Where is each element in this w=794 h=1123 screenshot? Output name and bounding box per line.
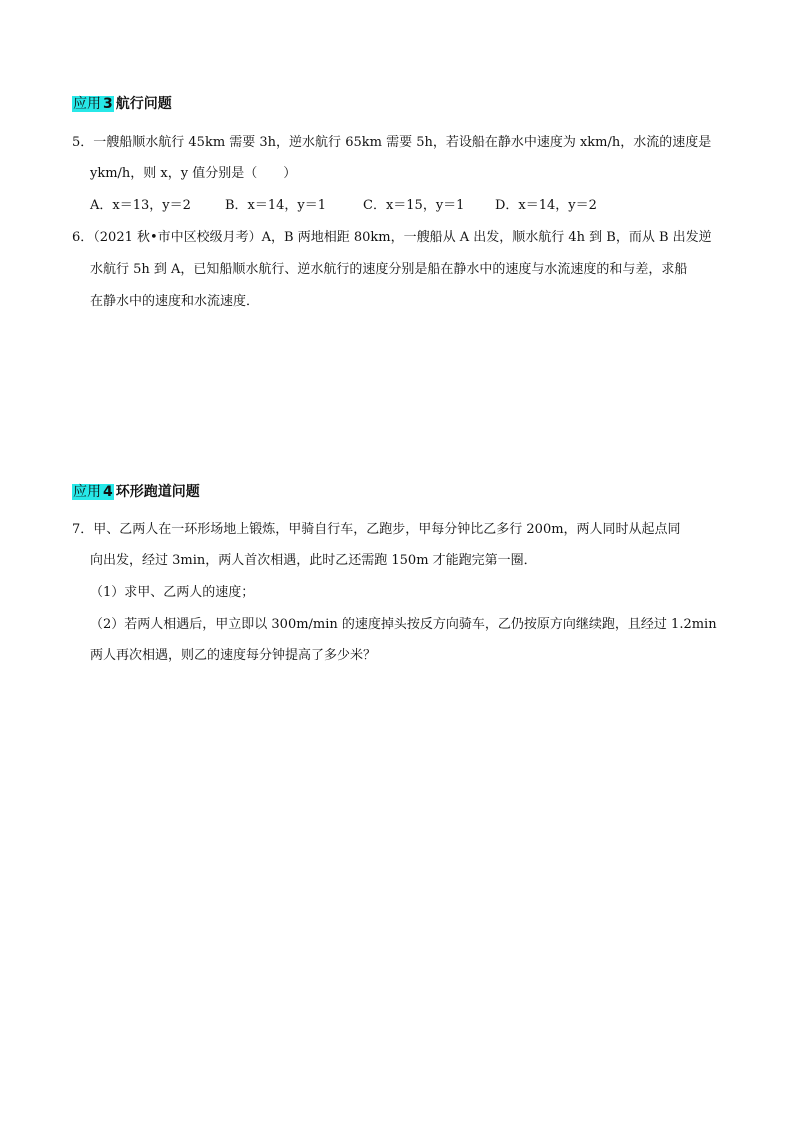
section-tag: 应用 — [73, 484, 101, 500]
section-title: 环形跑道问题 — [115, 484, 200, 500]
question-6-line-3: 在静水中的速度和水流速度． — [90, 294, 260, 309]
question-5-choices — [90, 196, 597, 216]
choice-d: D．x＝14，y＝2 — [495, 198, 597, 213]
question-7-part-2-line-2: 两人再次相遇，则乙的速度每分钟提高了多少米？ — [90, 648, 377, 663]
question-7-line-1: 7．甲、乙两人在一环形场地上锻炼，甲骑自行车，乙跑步，甲每分钟比乙多行 200m，两人同时从起点同 — [72, 522, 681, 537]
section-title: 航行问题 — [115, 96, 172, 112]
section-heading-4 — [72, 482, 200, 502]
question-6-line-2: 水航行 5h 到 A，已知船顺水航行、逆水航行的速度分别是船在静水中的速度与水流速度的和与差，求船 — [90, 262, 688, 277]
choice-c: C．x＝15，y＝1 — [363, 198, 465, 213]
question-5-line-1: 5．一艘船顺水航行 45km 需要 3h，逆水航行 65km 需要 5h，若设船在静水中速度为 xkm/h，水流的速度是 — [72, 135, 712, 150]
section-number: 4 — [103, 484, 113, 500]
question-7-part-2-line-1: （2）若两人相遇后，甲立即以 300m/min 的速度掉头按反方向骑车，乙仍按原方向继续跑，且经过 1.2min — [90, 617, 717, 632]
question-5-line-2: ykm/h，则 x，y 值分别是（ ） — [90, 166, 297, 181]
question-6-line-1: 6．（2021 秋•市中区校级月考）A，B 两地相距 80km，一艘船从 A 出发，顺水航行 4h 到 B，而从 B 出发逆 — [72, 230, 712, 245]
choice-b: B．x＝14，y＝1 — [225, 198, 327, 213]
section-tag: 应用 — [73, 96, 101, 112]
section-number: 3 — [103, 96, 113, 112]
choice-a: A．x＝13，y＝2 — [90, 198, 191, 213]
question-7-part-1: （1）求甲、乙两人的速度； — [90, 585, 255, 600]
section-heading-3 — [72, 94, 172, 114]
question-7-line-2: 向出发，经过 3min，两人首次相遇，此时乙还需跑 150m 才能跑完第一圈． — [90, 553, 537, 568]
